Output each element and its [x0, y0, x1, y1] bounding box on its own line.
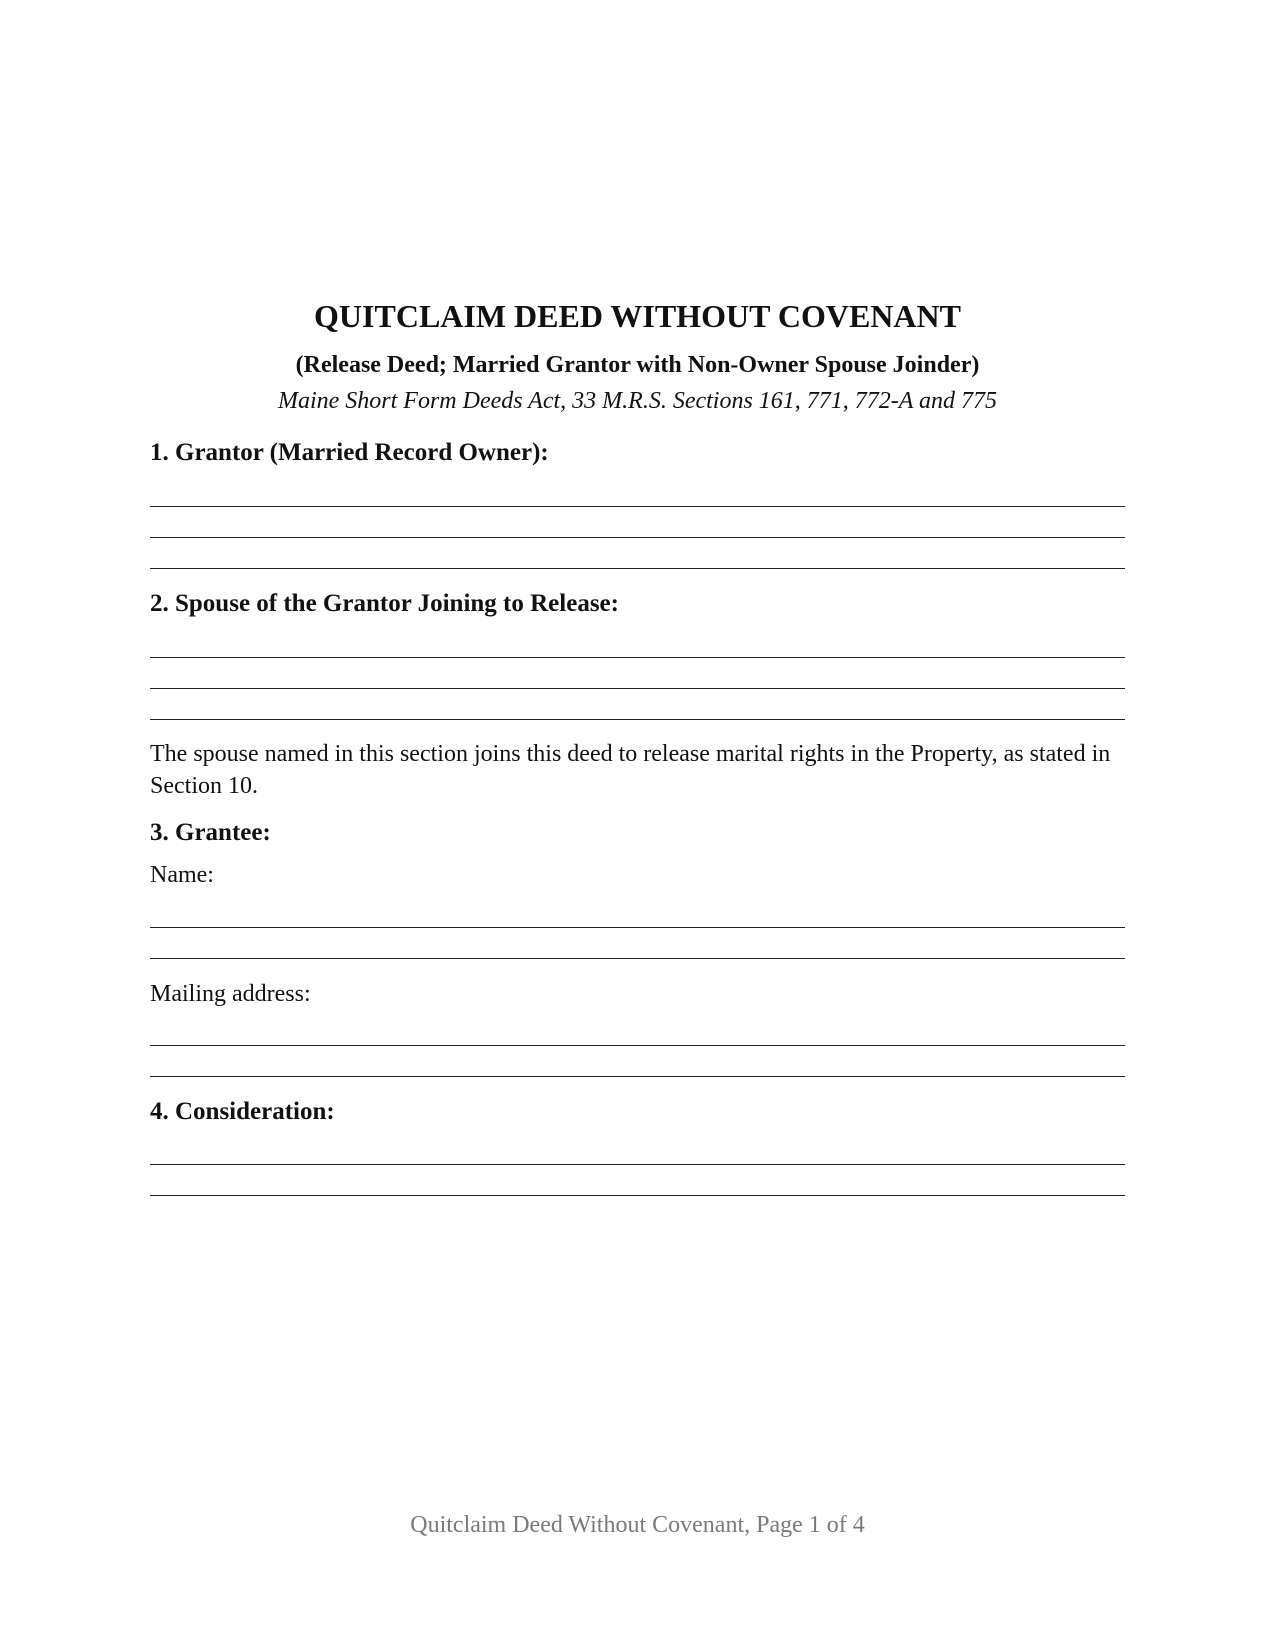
grantee-name-label: Name: — [150, 862, 214, 888]
page-footer: Quitclaim Deed Without Covenant, Page 1 of 4 — [410, 1512, 865, 1538]
grantee-name-line-2 — [150, 958, 1125, 959]
grantee-address-label: Mailing address: — [150, 981, 311, 1007]
document-title: QUITCLAIM DEED WITHOUT COVENANT — [314, 298, 961, 334]
statute-citation: Maine Short Form Deeds Act, 33 M.R.S. Sections 161, 771, 772-A and 775 — [277, 388, 998, 414]
consideration-heading: 4. Consideration: — [150, 1098, 335, 1125]
grantor-blank-line-2 — [150, 537, 1125, 538]
grantor-heading: 1. Grantor (Married Record Owner): — [150, 439, 549, 466]
spouse-joinder-note: The spouse named in this section joins this deed to release marital rights in the Property, as stated in Section 10. — [150, 741, 1111, 799]
consideration-line-2 — [150, 1195, 1125, 1196]
spouse-blank-line-3 — [150, 719, 1125, 720]
spouse-blank-line-2 — [150, 688, 1125, 689]
grantor-blank-line-3 — [150, 568, 1125, 569]
grantee-heading: 3. Grantee: — [150, 819, 271, 846]
grantor-blank-line-1 — [150, 506, 1125, 507]
consideration-line-1 — [150, 1164, 1125, 1165]
grantee-address-line-1 — [150, 1045, 1125, 1046]
document-subtitle: (Release Deed; Married Grantor with Non-Owner Spouse Joinder) — [295, 352, 980, 378]
spouse-heading: 2. Spouse of the Grantor Joining to Release: — [150, 590, 619, 617]
spouse-blank-line-1 — [150, 657, 1125, 658]
grantee-name-line-1 — [150, 927, 1125, 928]
grantee-address-line-2 — [150, 1076, 1125, 1077]
